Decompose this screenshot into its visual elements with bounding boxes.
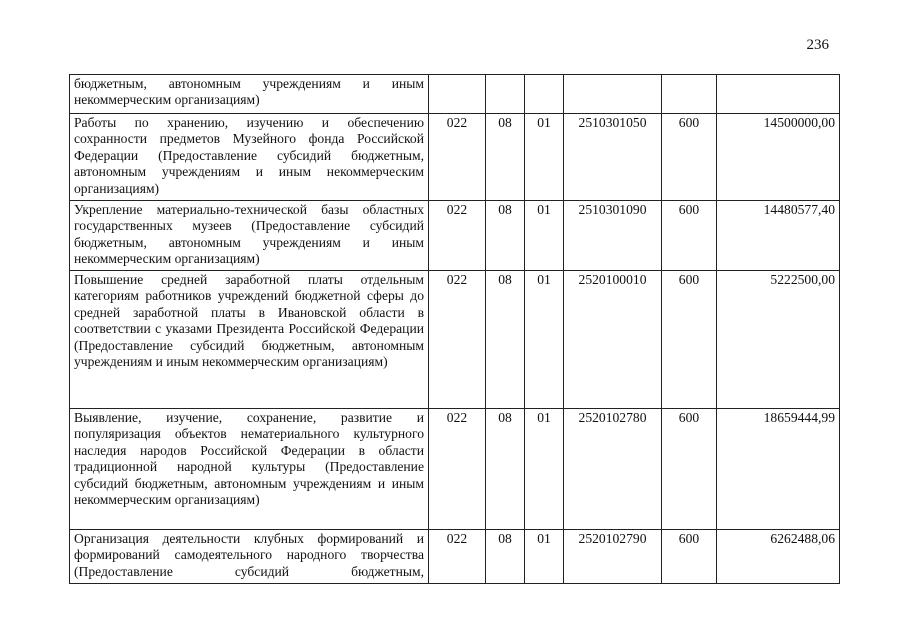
row-subsection-code: 01 [525, 114, 564, 201]
row-subsection-code: 01 [525, 530, 564, 584]
table-row [70, 530, 840, 584]
table-row [70, 114, 840, 201]
row-expense-type-code: 600 [662, 114, 717, 201]
row-expense-type-code [662, 75, 717, 114]
row-description: бюджетным, автономным учреждениям и иным некоммерческим организациям) [70, 75, 429, 114]
row-amount: 14480577,40 [717, 201, 840, 271]
row-target-code: 2520102780 [564, 409, 662, 530]
page-number: 236 [806, 37, 829, 53]
table-row [70, 75, 840, 114]
row-expense-type-code: 600 [662, 271, 717, 409]
row-amount: 6262488,06 [717, 530, 840, 584]
row-admin-code: 022 [429, 114, 486, 201]
row-admin-code: 022 [429, 271, 486, 409]
row-admin-code [429, 75, 486, 114]
row-description: Работы по хранению, изучению и обеспечению сохранности предметов Музейного фонда Российской Федерации (Предоставление субсидий бюджетным, автономным учреждениям и иным некоммерческим организациям) [70, 114, 429, 201]
row-amount: 18659444,99 [717, 409, 840, 530]
row-section-code [486, 75, 525, 114]
row-expense-type-code: 600 [662, 530, 717, 584]
row-section-code: 08 [486, 530, 525, 584]
table-row [70, 201, 840, 271]
row-amount: 5222500,00 [717, 271, 840, 409]
row-section-code: 08 [486, 271, 525, 409]
row-target-code: 2520100010 [564, 271, 662, 409]
row-admin-code: 022 [429, 530, 486, 584]
row-description: Выявление, изучение, сохранение, развитие и популяризация объектов нематериального культурного наследия народов Российской Федерации в области традиционной народной культуры (Предоставление субсидий бюджетным, автономным учреждениям и иным некоммерческим организациям) [70, 409, 429, 530]
row-description: Повышение средней заработной платы отдельным категориям работников учреждений бюджетной сферы до средней заработной платы в Ивановской области в соответствии с указами Президента Российской Федерации (Предоставление субсидий бюджетным, автономным учреждениям и иным некоммерческим организациям) [70, 271, 429, 409]
row-amount [717, 75, 840, 114]
row-subsection-code: 01 [525, 409, 564, 530]
row-description: Организация деятельности клубных формирований и формирований самодеятельного народного творчества (Предоставление субсидий бюджетным, [70, 530, 429, 584]
budget-allocation-table [69, 74, 840, 584]
table-row [70, 271, 840, 409]
row-admin-code: 022 [429, 409, 486, 530]
row-target-code: 2510301090 [564, 201, 662, 271]
row-admin-code: 022 [429, 201, 486, 271]
row-subsection-code [525, 75, 564, 114]
row-expense-type-code: 600 [662, 409, 717, 530]
row-target-code: 2510301050 [564, 114, 662, 201]
row-target-code: 2520102790 [564, 530, 662, 584]
row-subsection-code: 01 [525, 271, 564, 409]
row-section-code: 08 [486, 201, 525, 271]
row-subsection-code: 01 [525, 201, 564, 271]
table-row [70, 409, 840, 530]
row-amount: 14500000,00 [717, 114, 840, 201]
row-expense-type-code: 600 [662, 201, 717, 271]
row-section-code: 08 [486, 409, 525, 530]
row-target-code [564, 75, 662, 114]
row-section-code: 08 [486, 114, 525, 201]
row-description: Укрепление материально-технической базы областных государственных музеев (Предоставление субсидий бюджетным, автономным учреждениям и иным некоммерческим организациям) [70, 201, 429, 271]
